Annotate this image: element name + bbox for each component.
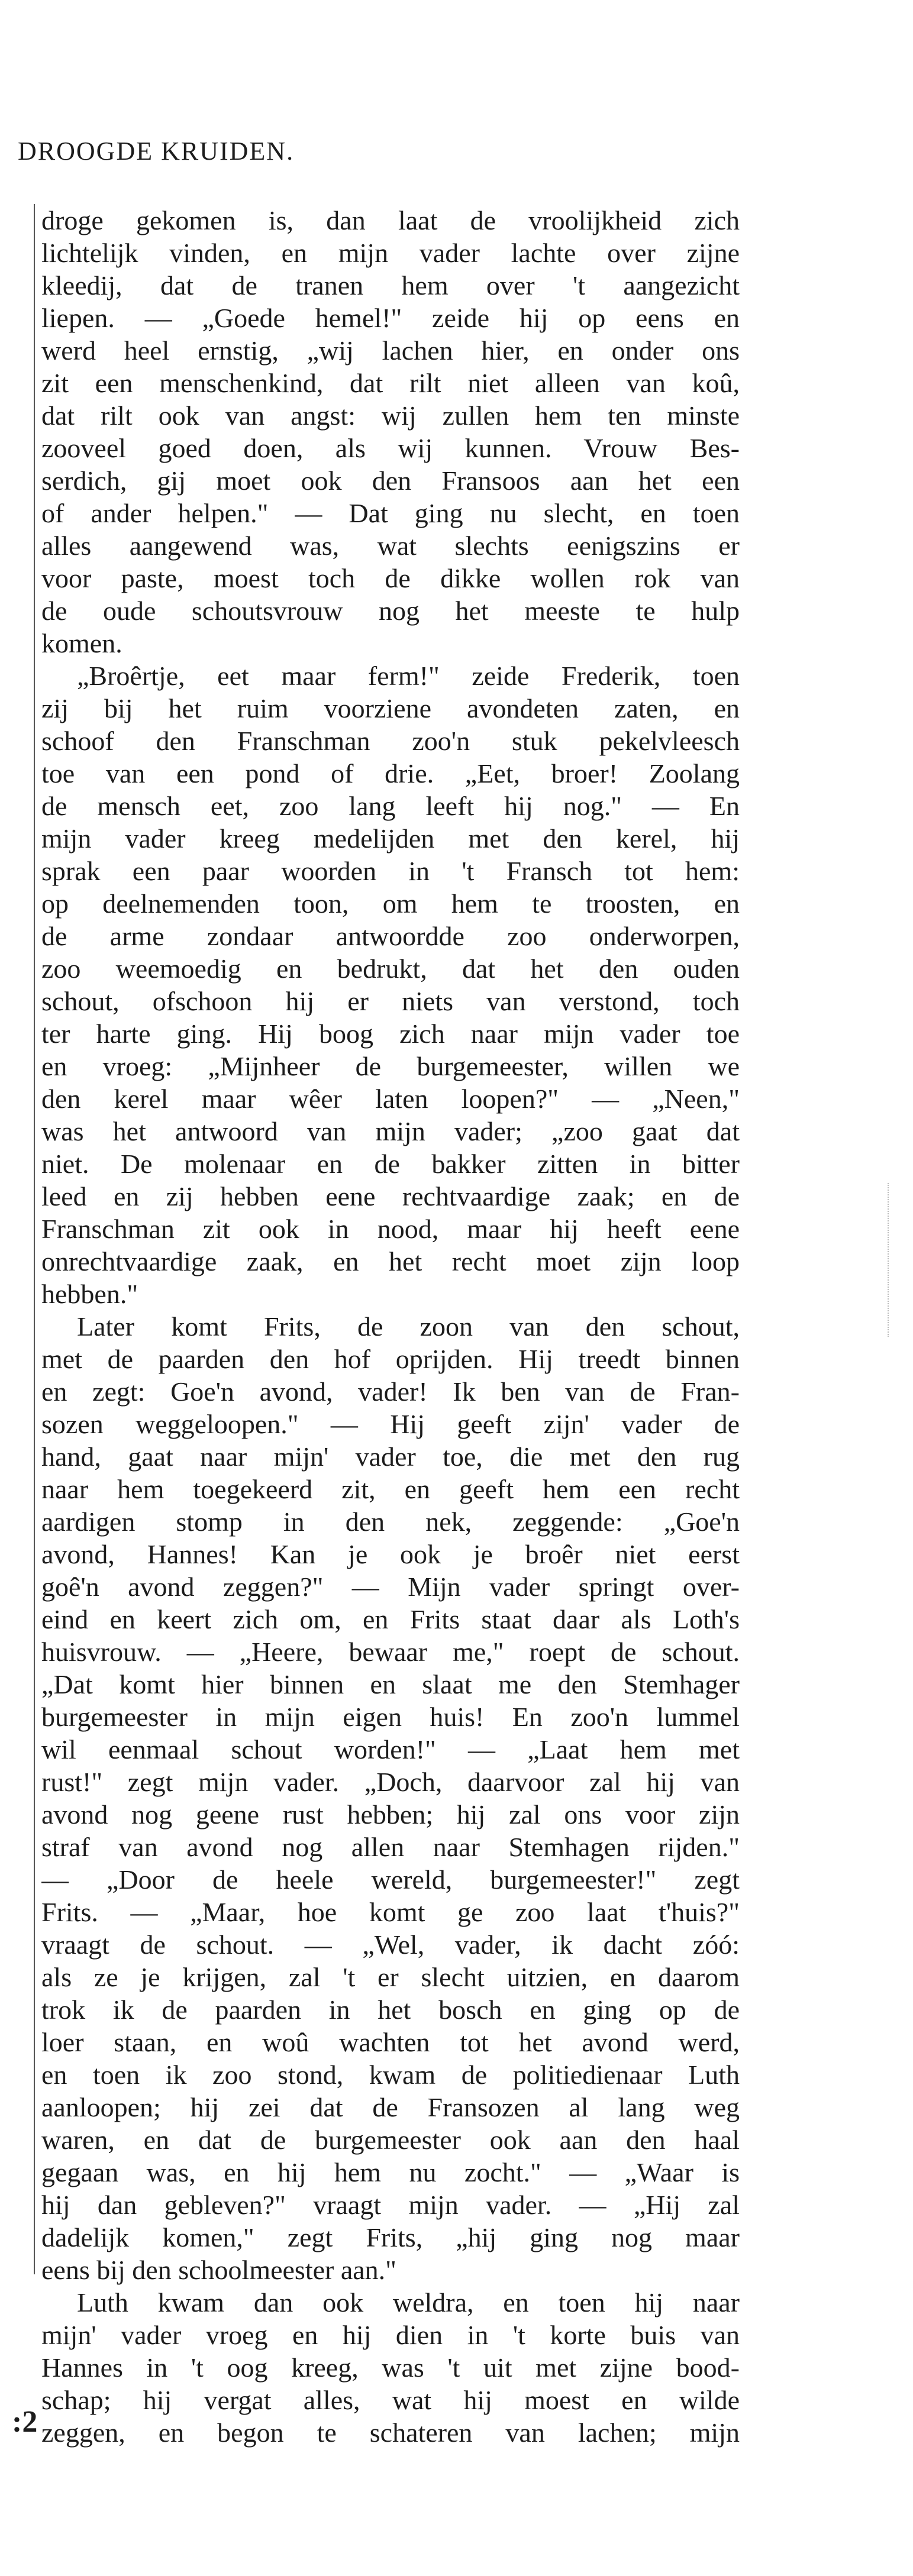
text-line: serdich, gij moet ook den Fransoos aan het een — [41, 466, 740, 496]
text-line: loer staan, en woû wachten tot het avond werd, — [41, 2027, 740, 2057]
text-line: sprak een paar woorden in 't Fransch tot hem: — [41, 856, 740, 886]
running-head: DROOGDE KRUIDEN. — [18, 137, 295, 166]
text-line: of ander helpen." — Dat ging nu slecht, en toen — [41, 498, 740, 528]
text-line: werd heel ernstig, „wij lachen hier, en onder ons — [41, 335, 740, 366]
text-line: kleedij, dat de tranen hem over 't aangezicht — [41, 270, 740, 300]
text-line: dat rilt ook van angst: wij zullen hem ten minste — [41, 400, 740, 431]
text-line: Frits. — „Maar, hoe komt ge zoo laat t'huis?" — [41, 1897, 740, 1927]
text-line: wil eenmaal schout worden!" — „Laat hem met — [41, 1734, 740, 1764]
text-line: goê'n avond zeggen?" — Mijn vader springt over- — [41, 1572, 740, 1602]
text-line: niet. De molenaar en de bakker zitten in bitter — [41, 1149, 740, 1179]
text-line: zit een menschenkind, dat rilt niet alleen van koû, — [41, 368, 740, 398]
text-line: was het antwoord van mijn vader; „zoo gaat dat — [41, 1116, 740, 1146]
text-line: avond nog geene rust hebben; hij zal ons voor zijn — [41, 1799, 740, 1830]
text-line: toe van een pond of drie. „Eet, broer! Zoolang — [41, 758, 740, 788]
text-line: den kerel maar wêer laten loopen?" — „Neen," — [41, 1084, 740, 1114]
text-line: Hannes in 't oog kreeg, was 't uit met zijne bood- — [41, 2352, 740, 2383]
text-line: zoo weemoedig en bedrukt, dat het den ouden — [41, 954, 740, 984]
text-line: schap; hij vergat alles, wat hij moest en wilde — [41, 2385, 740, 2415]
text-line: de arme zondaar antwoordde zoo onderworpen, — [41, 921, 740, 951]
text-line: komen. — [41, 628, 122, 658]
text-line: lichtelijk vinden, en mijn vader lachte over zijne — [41, 238, 740, 268]
text-line: trok ik de paarden in het bosch en ging op de — [41, 1995, 740, 2025]
text-line: onrechtvaardige zaak, en het recht moet zijn loop — [41, 1246, 740, 1276]
text-line: avond, Hannes! Kan je ook je broêr niet eerst — [41, 1539, 740, 1569]
text-line: mijn vader kreeg medelijden met den kerel, hij — [41, 823, 740, 854]
text-line: zeggen, en begon te schateren van lachen; mijn — [41, 2417, 740, 2448]
text-line: huisvrouw. — „Heere, bewaar me," roept de schout. — [41, 1637, 740, 1667]
text-line: sozen weggeloopen." — Hij geeft zijn' vader de — [41, 1409, 740, 1439]
text-line: eens bij den schoolmeester aan." — [41, 2255, 396, 2285]
text-line: „Broêrtje, eet maar ferm!" zeide Frederik, toen — [77, 661, 740, 691]
text-line: met de paarden den hof oprijden. Hij treedt binnen — [41, 1344, 740, 1374]
text-line: leed en zij hebben eene rechtvaardige zaak; en de — [41, 1181, 740, 1211]
text-line: straf van avond nog allen naar Stemhagen rijden." — [41, 1832, 740, 1862]
text-line: op deelnemenden toon, om hem te troosten, en — [41, 888, 740, 919]
text-line: de mensch eet, zoo lang leeft hij nog." — En — [41, 791, 740, 821]
text-line: en zegt: Goe'n avond, vader! Ik ben van de Fran- — [41, 1376, 740, 1407]
margin-rule — [34, 204, 35, 2274]
text-line: Luth kwam dan ook weldra, en toen hij naar — [77, 2287, 740, 2318]
text-line: eind en keert zich om, en Frits staat daar als Loth's — [41, 1604, 740, 1634]
text-line: zij bij het ruim voorziene avondeten zaten, en — [41, 693, 740, 723]
text-line: vraagt de schout. — „Wel, vader, ik dacht zóó: — [41, 1929, 740, 1960]
text-line: Franschman zit ook in nood, maar hij heeft eene — [41, 1214, 740, 1244]
text-line: „Dat komt hier binnen en slaat me den Stemhager — [41, 1669, 740, 1699]
text-line: zooveel goed doen, als wij kunnen. Vrouw Bes- — [41, 433, 740, 463]
text-line: de oude schoutsvrouw nog het meeste te hulp — [41, 596, 740, 626]
text-line: droge gekomen is, dan laat de vroolijkheid zich — [41, 205, 740, 235]
page-number: :2 — [12, 2405, 38, 2439]
body-text — [41, 204, 740, 2449]
text-line: voor paste, moest toch de dikke wollen rok van — [41, 563, 740, 593]
text-line: schoof den Franschman zoo'n stuk pekelvleesch — [41, 726, 740, 756]
text-line: aanloopen; hij zei dat de Fransozen al lang weg — [41, 2092, 740, 2122]
text-line: hand, gaat naar mijn' vader toe, die met den rug — [41, 1441, 740, 1472]
text-line: gegaan was, en hij hem nu zocht." — „Waar is — [41, 2157, 740, 2187]
text-line: naar hem toegekeerd zit, en geeft hem een recht — [41, 1474, 740, 1504]
text-line: waren, en dat de burgemeester ook aan den haal — [41, 2125, 740, 2155]
text-line: alles aangewend was, wat slechts eenigszins er — [41, 531, 740, 561]
edge-marks — [888, 1183, 892, 1337]
text-line: hebben." — [41, 1279, 138, 1309]
text-line: aardigen stomp in den nek, zeggende: „Goe'n — [41, 1507, 740, 1537]
text-line: dadelijk komen," zegt Frits, „hij ging nog maar — [41, 2222, 740, 2252]
text-line: — „Door de heele wereld, burgemeester!" zegt — [41, 1864, 740, 1895]
text-line: burgemeester in mijn eigen huis! En zoo'n lummel — [41, 1702, 740, 1732]
text-line: en toen ik zoo stond, kwam de politiedienaar Luth — [41, 2060, 740, 2090]
text-line: liepen. — „Goede hemel!" zeide hij op eens en — [41, 303, 740, 333]
text-line: en vroeg: „Mijnheer de burgemeester, willen we — [41, 1051, 740, 1081]
text-line: als ze je krijgen, zal 't er slecht uitzien, en daarom — [41, 1962, 740, 1992]
text-line: schout, ofschoon hij er niets van verstond, toch — [41, 986, 740, 1016]
text-line: Later komt Frits, de zoon van den schout, — [77, 1311, 740, 1342]
text-line: mijn' vader vroeg en hij dien in 't korte buis van — [41, 2320, 740, 2350]
text-line: hij dan gebleven?" vraagt mijn vader. — „Hij zal — [41, 2190, 740, 2220]
text-line: rust!" zegt mijn vader. „Doch, daarvoor zal hij van — [41, 1767, 740, 1797]
text-line: ter harte ging. Hij boog zich naar mijn vader toe — [41, 1019, 740, 1049]
